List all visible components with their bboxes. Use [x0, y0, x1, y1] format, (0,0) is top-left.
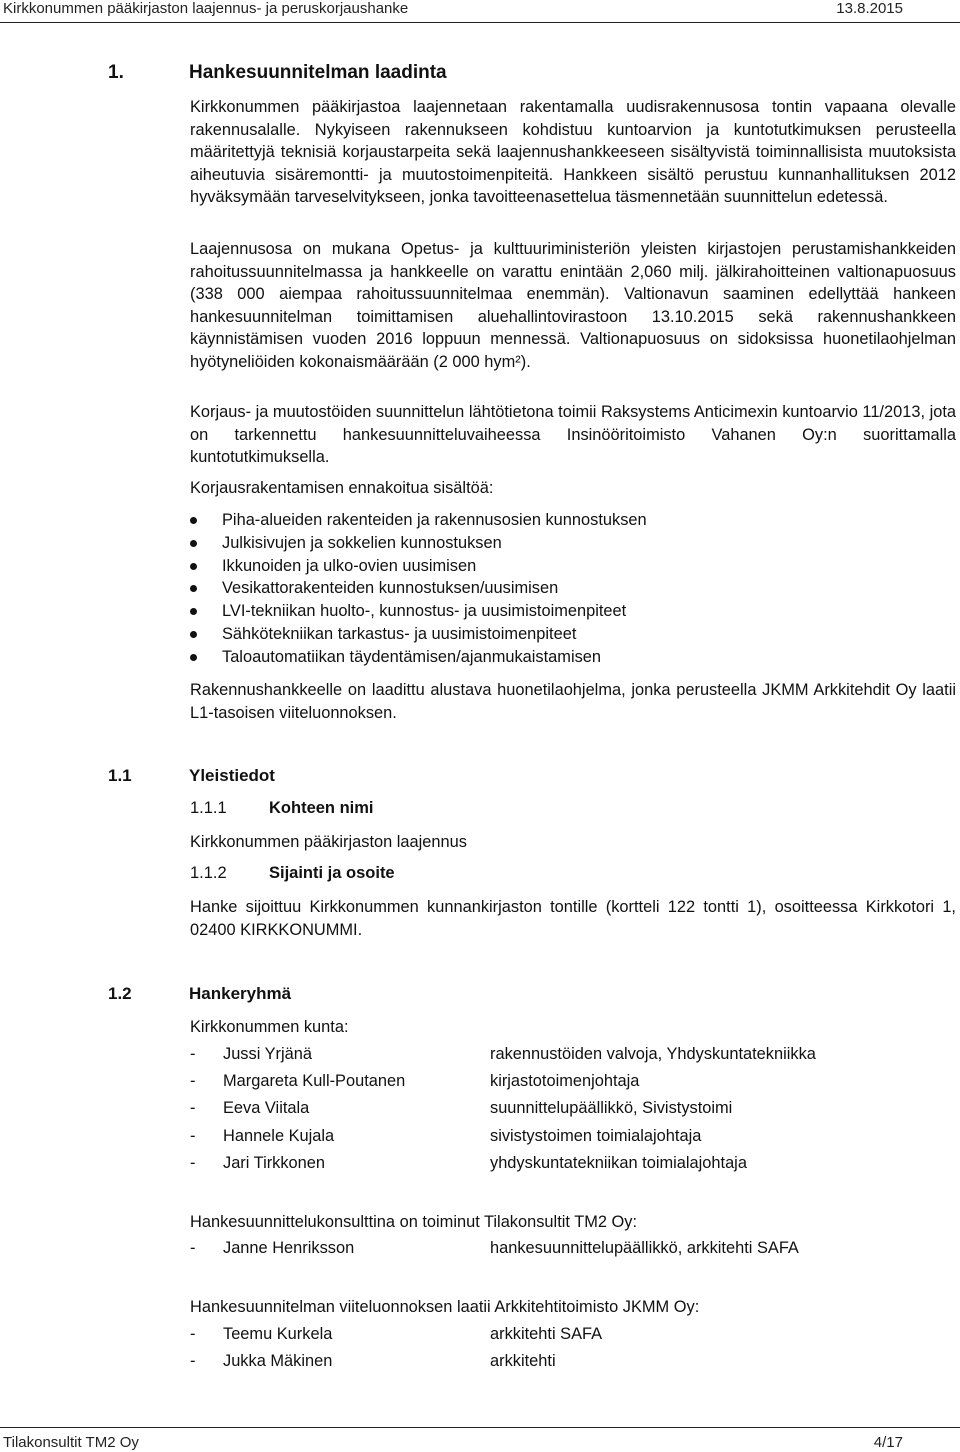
subsection-1-1-2-heading	[190, 862, 395, 884]
table-row: - Janne Henriksson hankesuunnittelupäällikkö, arkkitehti SAFA	[190, 1239, 799, 1257]
team-group-consultant	[190, 1237, 950, 1264]
member-role: rakennustöiden valvoja, Yhdyskuntatekniikka	[490, 1045, 816, 1063]
member-role: yhdyskuntatekniikan toimialajohtaja	[490, 1153, 747, 1172]
member-name: Teemu Kurkela	[223, 1325, 333, 1343]
list-item: Sähkötekniikan tarkastus- ja uusimistoimenpiteet	[190, 623, 647, 646]
project-name-text: Kirkkonummen pääkirjaston laajennus	[190, 833, 467, 851]
table-row: - Jari Tirkkonen yhdyskuntatekniikan toimialajohtaja	[190, 1153, 747, 1172]
team-group-architect-heading: Hankesuunnitelman viiteluonnoksen laatii Arkkitehtitoimisto JKMM Oy:	[190, 1298, 700, 1316]
section-1-2-title: Hankeryhmä	[189, 984, 292, 1003]
table-row: - Margareta Kull-Poutanen kirjastotoimenjohtaja	[190, 1072, 640, 1091]
member-name: Jari Tirkkonen	[223, 1153, 326, 1172]
table-row: - Eeva Viitala suunnittelupäällikkö, Sivistystoimi	[190, 1099, 733, 1118]
table-row: - Jussi Yrjänä rakennustöiden valvoja, Yhdyskuntatekniikka	[190, 1045, 816, 1063]
paragraph-intro: Kirkkonummen pääkirjastoa laajennetaan rakentamalla uudisrakennusosa tontin vapaana olevalle rakennusalalle. Nykyiseen rakennukseen kohdistuu kuntoarvion ja kuntotutkimuksen perusteella määritettyjä teknisiä korjaustarpeita sekä laajennushankkeeseen sisältyvistä toiminnallisista muutoksista aiheutuvia sisäremontti- ja muutostoimenpiteitä. Hankkeen sisältö perustuu kunnanhallituksen 2012 hyväksymään tarveselvitykseen, jonka tavoitteenasettelua täsmennetään suunnittelun edetessä.	[190, 98, 956, 207]
member-name: Margareta Kull-Poutanen	[223, 1072, 406, 1091]
member-name: Jussi Yrjänä	[223, 1045, 312, 1063]
section-1-heading	[108, 62, 447, 84]
page-number: 4/17	[873, 1434, 903, 1451]
list-item: LVI-tekniikan huolto-, kunnostus- ja uusimistoimenpiteet	[190, 600, 647, 623]
paragraph-condition-survey: Korjaus- ja muutostöiden suunnittelun lähtötietona toimii Raksystems Anticimexin kuntoarvio 11/2013, jota on tarkennettu hankesuunnitteluvaiheessa Insinööritoimisto Vahanen Oy:n suorittamalla kuntotutkimuksella.	[190, 403, 956, 467]
list-item: Piha-alueiden rakenteiden ja rakennusosien kunnostuksen	[190, 509, 647, 532]
member-role: arkkitehti SAFA	[490, 1325, 603, 1343]
member-name: Hannele Kujala	[223, 1126, 335, 1145]
footer-company: Tilakonsultit TM2 Oy	[3, 1434, 139, 1451]
team-group-municipality	[190, 1043, 950, 1179]
page-footer	[0, 1427, 960, 1452]
bullet-list-intro: Korjausrakentamisen ennakoitua sisältöä:	[190, 479, 494, 497]
list-item: Vesikattorakenteiden kunnostuksen/uusimisen	[190, 577, 647, 600]
section-1-number: 1.	[108, 62, 124, 83]
subsection-1-1-2-title: Sijainti ja osoite	[269, 864, 395, 882]
list-item: Taloautomatiikan täydentämisen/ajanmukaistamisen	[190, 646, 647, 669]
section-1-title: Hankesuunnitelman laadinta	[189, 62, 447, 83]
member-name: Janne Henriksson	[223, 1239, 355, 1257]
repair-content-list	[190, 509, 647, 669]
location-text: Hanke sijoittuu Kirkkonummen kunnankirjaston tontille (kortteli 122 tontti 1), osoitteessa Kirkkotori 1, 02400 KIRKKONUMMI.	[190, 898, 956, 939]
table-row: - Hannele Kujala sivistystoimen toimialajohtaja	[190, 1126, 702, 1145]
paragraph-funding: Laajennusosa on mukana Opetus- ja kulttuuriministeriön yleisten kirjastojen perustamishankkeiden rahoitussuunnitelmassa ja hankkeelle on varattu enintään 2,060 milj. jälkirahoitteinen valtionapuosuus (338 000 aiempaa rahoitussuunnitelmaa enemmän). Valtionavun saaminen edellyttää hankeen hankesuunnitelman toimittamisen aluehallintovirastoon 13.10.2015 sekä rakennushankkeen käynnistämisen vuoden 2016 loppuun mennessä. Valtionapuosuus on sidoksissa huonetilaohjelman hyötyneliöiden kokonaismäärään (2 000 hym²).	[190, 240, 956, 371]
subsection-1-1-1-number: 1.1.1	[190, 799, 227, 817]
paragraph-room-program: Rakennushankkeelle on laadittu alustava huonetilaohjelma, jonka perusteella JKMM Arkkitehdit Oy laatii L1-tasoisen viiteluonnoksen.	[190, 681, 956, 722]
list-item: Julkisivujen ja sokkelien kunnostuksen	[190, 532, 647, 555]
section-1-2-number: 1.2	[108, 984, 132, 1003]
header-date: 13.8.2015	[836, 0, 903, 17]
team-group-architect	[190, 1323, 950, 1377]
subsection-1-1-1-title: Kohteen nimi	[269, 799, 374, 817]
section-1-1-number: 1.1	[108, 766, 132, 785]
team-group-consultant-heading: Hankesuunnittelukonsulttina on toiminut Tilakonsultit TM2 Oy:	[190, 1213, 638, 1231]
section-1-1-title: Yleistiedot	[189, 766, 275, 785]
member-role: hankesuunnittelupäällikkö, arkkitehti SAFA	[490, 1239, 799, 1257]
header-document-title: Kirkkonummen pääkirjaston laajennus- ja peruskorjaushanke	[3, 0, 409, 17]
section-1-2-heading	[108, 983, 291, 1005]
subsection-1-1-1-heading	[190, 797, 374, 819]
member-role: sivistystoimen toimialajohtaja	[490, 1126, 702, 1145]
member-role: arkkitehti	[490, 1352, 556, 1371]
list-item: Ikkunoiden ja ulko-ovien uusimisen	[190, 555, 647, 578]
table-row: - Jukka Mäkinen arkkitehti	[190, 1352, 556, 1371]
member-role: kirjastotoimenjohtaja	[490, 1072, 640, 1091]
member-role: suunnittelupäällikkö, Sivistystoimi	[490, 1099, 733, 1118]
team-group-municipality-heading: Kirkkonummen kunta:	[190, 1018, 349, 1036]
table-row: - Teemu Kurkela arkkitehti SAFA	[190, 1325, 603, 1343]
page-header	[0, 0, 960, 23]
member-name: Jukka Mäkinen	[223, 1352, 333, 1371]
subsection-1-1-2-number: 1.1.2	[190, 864, 227, 882]
section-1-1-heading	[108, 765, 275, 787]
member-name: Eeva Viitala	[223, 1099, 310, 1118]
